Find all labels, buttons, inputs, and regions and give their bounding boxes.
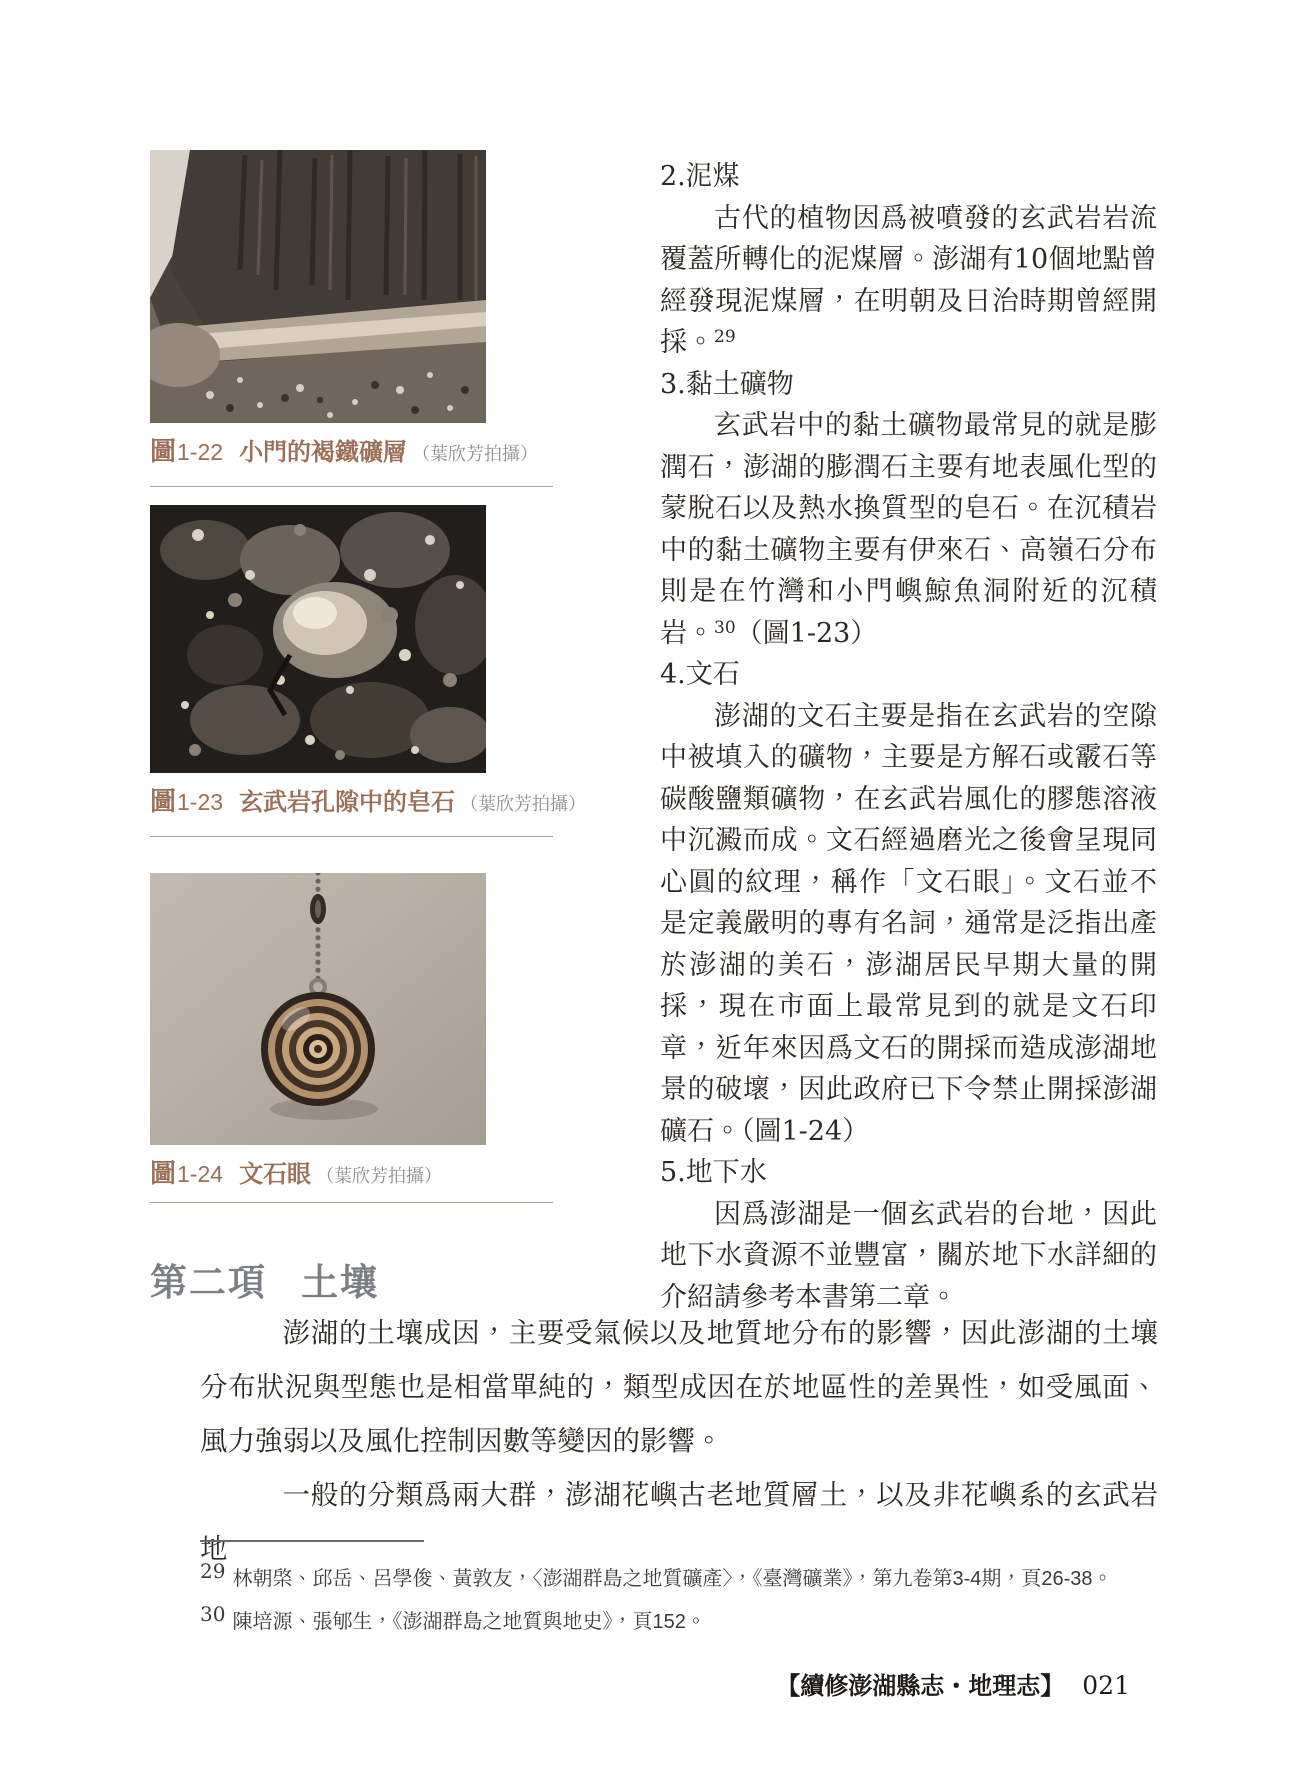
paragraph-text: 玄武岩中的黏土礦物最常見的就是膨潤石，澎湖的膨潤石主要有地表風化型的蒙脫石以及熱水換質型的皂石。在沉積岩中的黏土礦物主要有伊來石、高嶺石分布則是在竹灣和小門嶼鯨魚洞附近的沉積岩。 bbox=[660, 410, 1157, 649]
figure-number: 1-24 bbox=[177, 1161, 224, 1187]
soil-paragraph-1: 澎湖的土壤成因，主要受氣候以及地質地分布的影響，因此澎湖的土壤分布狀況與型態也是相當單純的，類型成因在於地區性的差異性，如受風面、風力強弱以及風化控制因數等變因的影響。 bbox=[200, 1317, 1158, 1457]
footnote-30 bbox=[200, 1597, 1160, 1640]
footnote-ref-29: 29 bbox=[714, 327, 736, 347]
aragonite-eye-pendant-photo bbox=[150, 873, 486, 1145]
section-heading-clay-minerals: 3.黏土礦物 bbox=[660, 368, 794, 400]
figure-credit: （葉欣芳拍攝） bbox=[412, 444, 539, 464]
figure-1-23 bbox=[150, 505, 587, 821]
figure-caption bbox=[150, 436, 553, 471]
soil-section-title: 土壤 bbox=[301, 1262, 379, 1303]
figure-1-24 bbox=[150, 873, 553, 1193]
figure-title: 玄武岩孔隙中的皂石 bbox=[239, 789, 456, 816]
figure-divider bbox=[150, 486, 553, 487]
figure-number: 1-23 bbox=[177, 789, 224, 815]
figure-divider bbox=[150, 836, 553, 837]
figure-caption bbox=[150, 786, 587, 821]
footnote-text: 陳培源、張郇生，《澎湖群島之地質與地史》，頁152。 bbox=[232, 1611, 706, 1633]
footnote-number: 30 bbox=[200, 1602, 226, 1626]
figure-label: 圖 bbox=[150, 1158, 177, 1188]
paragraph-clay-minerals bbox=[660, 405, 1157, 654]
figure-label: 圖 bbox=[150, 786, 177, 816]
figure-1-22 bbox=[150, 150, 553, 471]
paragraph-text: 澎湖的文石主要是指在玄武岩的空隙中被填入的礦物，主要是方解石或霰石等碳酸鹽類礦物，在玄武岩風化的膠態溶液中沉澱而成。文石經過磨光之後會呈現同心圓的紋理，稱作「文石眼」。文石並不是定義嚴明的專有名詞，通常是泛指出產於澎湖的美石，澎湖居民早期大量的開採，現在市面上最常見到的就是文石印章，近年來因爲文石的開採而造成澎湖地景的破壞，因此政府已下令禁止開採澎湖礦石。（圖1-24） bbox=[660, 700, 1157, 1147]
figure-number: 1-22 bbox=[177, 439, 224, 465]
paragraph-text: （圖1-23） bbox=[735, 617, 878, 649]
footnote-number: 29 bbox=[200, 1559, 226, 1583]
paragraph-peat bbox=[660, 198, 1157, 364]
footnote-29 bbox=[200, 1554, 1160, 1597]
footnote-ref-30: 30 bbox=[714, 617, 736, 638]
soil-paragraph-2: 一般的分類爲兩大群，澎湖花嶼古老地質層土，以及非花嶼系的玄武岩地 bbox=[200, 1479, 1158, 1565]
main-text-column bbox=[660, 156, 1157, 1318]
saponite-in-basalt-photo bbox=[150, 505, 486, 773]
figure-credit: （葉欣芳拍攝） bbox=[460, 794, 587, 814]
section-heading-peat: 2.泥煤 bbox=[660, 161, 740, 192]
section-heading-groundwater: 5.地下水 bbox=[660, 1157, 767, 1188]
figure-caption bbox=[150, 1158, 553, 1193]
running-title: 【續修澎湖縣志・地理志】 bbox=[776, 1671, 1065, 1700]
footnotes bbox=[200, 1554, 1160, 1640]
paragraph-aragonite bbox=[660, 696, 1157, 1153]
page-footer bbox=[776, 1666, 1130, 1701]
figure-divider bbox=[150, 1202, 553, 1203]
paragraph-text: 因爲澎湖是一個玄武岩的台地，因此地下水資源不並豐富，關於地下水詳細的介紹請參考本書第二章。 bbox=[660, 1198, 1157, 1313]
footnote-separator bbox=[200, 1540, 424, 1542]
figure-title: 文石眼 bbox=[239, 1161, 312, 1188]
figure-label: 圖 bbox=[150, 436, 177, 466]
section-heading-aragonite: 4.文石 bbox=[660, 659, 740, 690]
limonite-layer-photo bbox=[150, 150, 486, 423]
footnote-text: 林朝棨、邱岳、呂學俊、黃敦友，〈澎湖群島之地質礦產〉，《臺灣礦業》，第九卷第3-4期，頁26-38。 bbox=[232, 1568, 1113, 1590]
soil-section-label: 第二項 bbox=[150, 1262, 267, 1303]
paragraph-text: 古代的植物因爲被噴發的玄武岩岩流覆蓋所轉化的泥煤層。澎湖有10個地點曾經發現泥煤層，在明朝及日治時期曾經開採。 bbox=[660, 202, 1157, 358]
soil-paragraphs bbox=[200, 1306, 1158, 1576]
figure-credit: （葉欣芳拍攝） bbox=[316, 1166, 443, 1186]
figure-title: 小門的褐鐵礦層 bbox=[239, 439, 408, 466]
page-number: 021 bbox=[1082, 1671, 1130, 1700]
paragraph-groundwater bbox=[660, 1194, 1157, 1319]
soil-section-heading bbox=[150, 1252, 379, 1306]
